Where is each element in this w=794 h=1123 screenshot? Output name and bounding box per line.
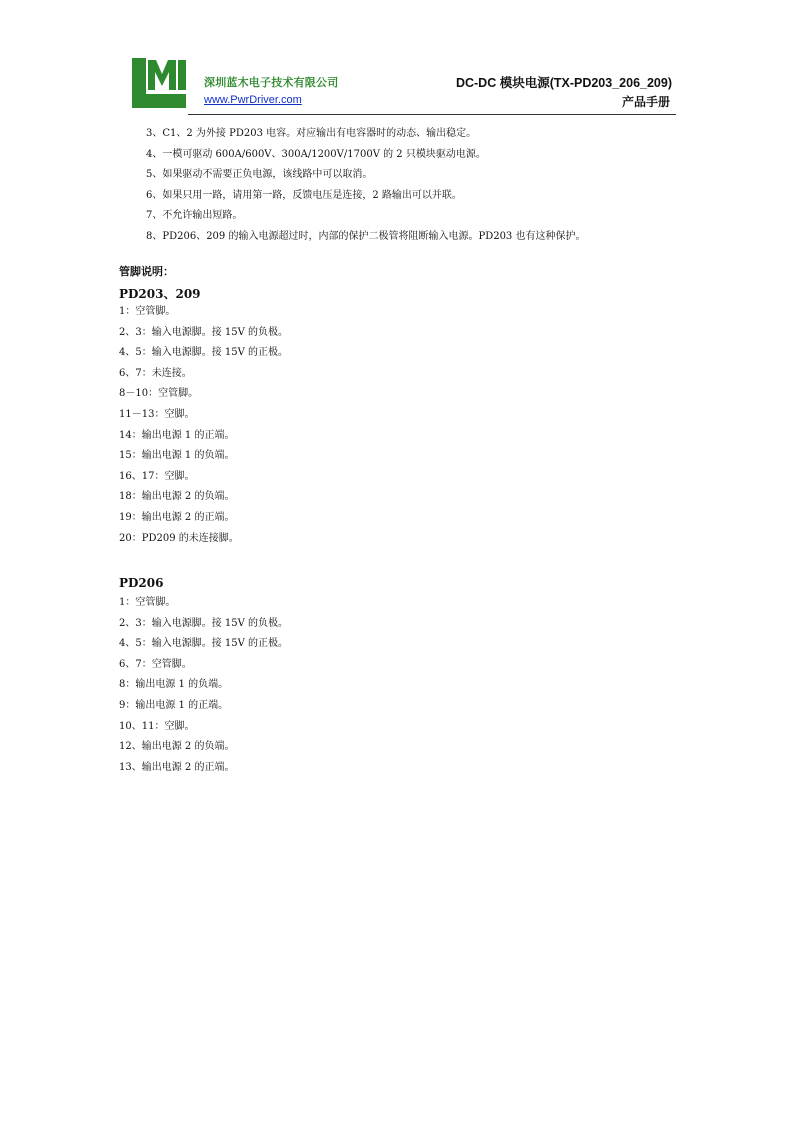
list-item: 2、3：输入电源脚。接 15V 的负极。 [119, 617, 289, 629]
page-header [124, 54, 676, 116]
pd206-title: PD206 [119, 576, 164, 590]
list-item: 18：输出电源 2 的负端。 [119, 491, 235, 503]
list-item: 2、3：输入电源脚。接 15V 的负极。 [119, 326, 289, 338]
list-item: 6、7：空管脚。 [119, 658, 192, 670]
note-item: 3、C1、2 为外接 PD203 电容。对应输出有电容器时的动态、输出稳定。 [146, 128, 477, 139]
list-item: 4、5：输入电源脚。接 15V 的正极。 [119, 638, 289, 650]
note-item: 6、如果只用一路，请用第一路，反馈电压是连接，2 路输出可以并联。 [146, 189, 462, 201]
company-url-link[interactable]: www.PwrDriver.com [204, 94, 302, 106]
manual-label: 产品手册 [621, 95, 670, 109]
list-item: 13、输出电源 2 的正端。 [119, 761, 235, 773]
list-item: 1：空管脚。 [119, 597, 176, 608]
list-item: 6、7：未连接。 [119, 367, 192, 379]
list-item: 20：PD209 的未连接脚。 [119, 532, 239, 544]
list-item: 11－13：空脚。 [119, 408, 195, 420]
pd203-209-pin-list [119, 302, 679, 549]
company-name: 深圳蓝木电子技术有限公司 [204, 77, 339, 89]
note-item: 5、如果驱动不需要正负电源，该线路中可以取消。 [146, 169, 373, 180]
list-item: 4、5：输入电源脚。接 15V 的正极。 [119, 347, 289, 359]
pd206-pin-list [119, 593, 679, 778]
product-title: DC-DC 模块电源(TX-PD203_206_209) [455, 76, 672, 90]
list-item: 16、17：空脚。 [119, 470, 195, 482]
list-item: 12、输出电源 2 的负端。 [119, 741, 235, 753]
list-item: 10、11：空脚。 [119, 720, 195, 732]
list-item: 19：输出电源 2 的正端。 [119, 511, 235, 523]
note-item: 4、一模可驱动 600A/600V、300A/1200V/1700V 的 2 只模块驱动电源。 [146, 148, 486, 160]
list-item: 1：空管脚。 [119, 306, 176, 317]
pin-section-title: 管脚说明： [119, 265, 174, 278]
list-item: 8－10：空管脚。 [119, 388, 199, 400]
pd203-209-title: PD203、209 [119, 287, 201, 301]
notes-list [146, 124, 686, 247]
list-item: 15：输出电源 1 的负端。 [119, 450, 235, 462]
note-item: 7、不允许输出短路。 [146, 210, 243, 221]
header-divider [188, 114, 676, 115]
note-item: 8、PD206、209 的输入电源超过时，内部的保护二极管将阻断输入电源。PD203 也有这种保护。 [146, 230, 586, 242]
list-item: 14：输出电源 1 的正端。 [119, 429, 235, 441]
list-item: 8：输出电源 1 的负端。 [119, 679, 229, 691]
list-item: 9：输出电源 1 的正端。 [119, 699, 229, 711]
company-logo [128, 54, 190, 112]
